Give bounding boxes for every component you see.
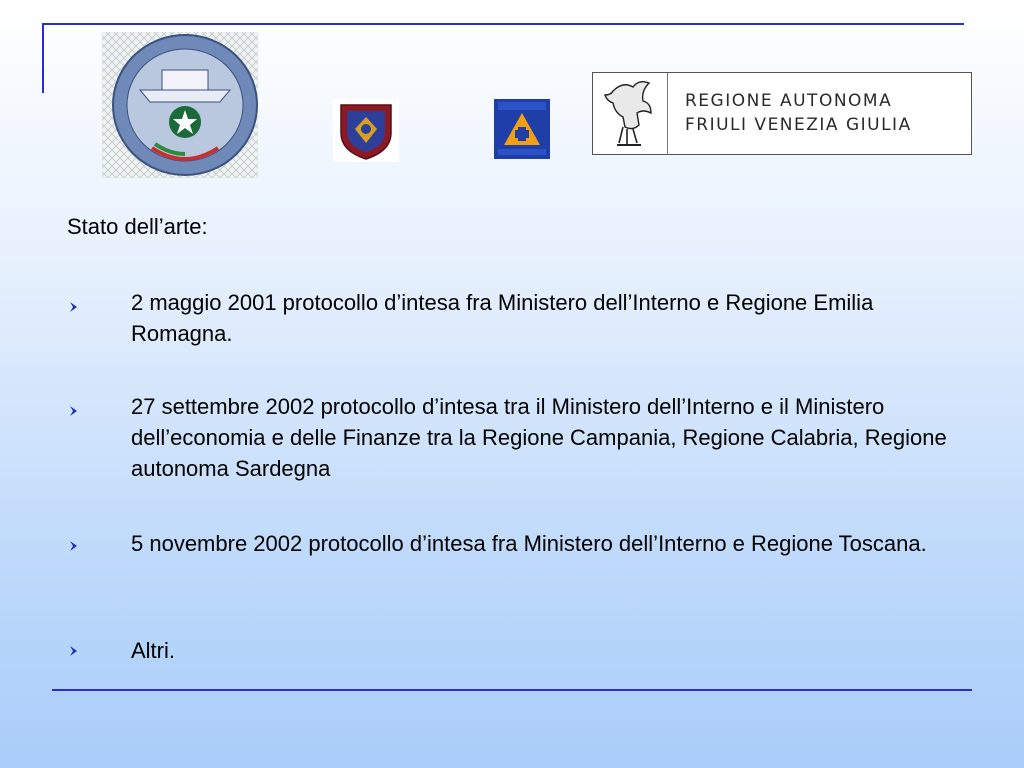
regione-line1: REGIONE AUTONOMA (685, 91, 893, 111)
bullet-text-4: Altri. (131, 638, 175, 663)
section-heading: Stato dell’arte: (67, 214, 208, 239)
ministero-interno-seal-logo (100, 30, 260, 180)
protezione-civile-logo (494, 99, 550, 159)
crest-shield-logo (333, 99, 399, 162)
arrow-bullet-icon (68, 404, 80, 418)
arrow-bullet-icon (68, 300, 80, 314)
arrow-bullet-icon (68, 539, 80, 553)
bullet-text-2: 27 settembre 2002 protocollo d’intesa tra il Ministero dell’Interno e il Ministero dell’economia e delle Finanze tra la Regione Campania, Regione Calabria, Regione autonoma Sardegna (131, 394, 947, 481)
bottom-rule (52, 689, 972, 691)
regione-fvg-title (685, 89, 965, 137)
arrow-bullet-icon (68, 644, 80, 658)
regione-line2: FRIULI VENEZIA GIULIA (685, 115, 912, 135)
bullet-text-3: 5 novembre 2002 protocollo d’intesa fra Ministero dell’Interno e Regione Toscana. (131, 531, 927, 556)
eagle-icon (593, 73, 668, 154)
bullet-text-1: 2 maggio 2001 protocollo d’intesa fra Ministero dell’Interno e Regione Emilia Romagna. (131, 290, 874, 346)
regione-fvg-logo-box (592, 72, 972, 155)
top-rule (42, 23, 964, 25)
left-rule (42, 23, 44, 93)
